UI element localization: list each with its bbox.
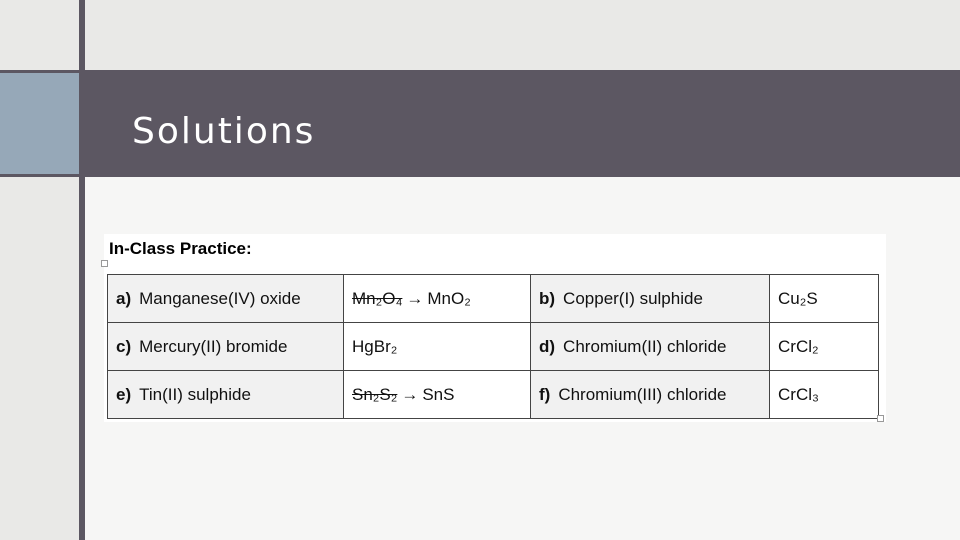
compound-name-cell bbox=[108, 323, 344, 371]
formula: MnO₂ bbox=[427, 288, 471, 308]
compound-name: Mercury(II) bromide bbox=[139, 336, 288, 356]
formula-cell bbox=[770, 323, 879, 371]
compound-name-cell bbox=[108, 371, 344, 419]
practice-table bbox=[107, 274, 879, 419]
title-bar-bottom-rule bbox=[0, 174, 80, 177]
formula-cell bbox=[770, 371, 879, 419]
slide-title: Solutions bbox=[132, 111, 316, 152]
compound-name-cell bbox=[108, 275, 344, 323]
formula: CrCl₃ bbox=[778, 384, 819, 404]
formula: Cu₂S bbox=[778, 288, 818, 308]
item-letter: a) bbox=[116, 288, 132, 308]
item-letter: b) bbox=[539, 288, 556, 308]
title-bar-top-rule bbox=[0, 70, 80, 73]
arrow-icon: → bbox=[406, 288, 424, 308]
table-row bbox=[108, 371, 879, 419]
compound-name-cell bbox=[531, 275, 770, 323]
table-row bbox=[108, 323, 879, 371]
item-letter: f) bbox=[539, 384, 551, 404]
practice-table-image[interactable] bbox=[104, 234, 886, 422]
compound-name: Tin(II) sulphide bbox=[139, 384, 251, 404]
formula: HgBr₂ bbox=[352, 336, 398, 356]
resize-handle-icon[interactable] bbox=[101, 260, 108, 267]
struck-formula: Mn₂O₄ bbox=[352, 288, 403, 308]
compound-name: Copper(I) sulphide bbox=[563, 288, 703, 308]
formula: SnS bbox=[422, 384, 455, 404]
formula-cell bbox=[344, 323, 531, 371]
formula-cell bbox=[344, 371, 531, 419]
compound-name-cell bbox=[531, 371, 770, 419]
formula-cell bbox=[770, 275, 879, 323]
resize-handle-icon[interactable] bbox=[877, 415, 884, 422]
item-letter: c) bbox=[116, 336, 132, 356]
item-letter: d) bbox=[539, 336, 556, 356]
item-letter: e) bbox=[116, 384, 132, 404]
compound-name: Chromium(III) chloride bbox=[558, 384, 727, 404]
compound-name-cell bbox=[531, 323, 770, 371]
arrow-icon: → bbox=[401, 384, 419, 404]
practice-heading: In-Class Practice: bbox=[109, 239, 252, 258]
accent-block bbox=[0, 73, 79, 174]
struck-formula: Sn₂S₂ bbox=[352, 384, 398, 404]
compound-name: Chromium(II) chloride bbox=[563, 336, 727, 356]
compound-name: Manganese(IV) oxide bbox=[139, 288, 301, 308]
formula-cell bbox=[344, 275, 531, 323]
table-row bbox=[108, 275, 879, 323]
formula: CrCl₂ bbox=[778, 336, 819, 356]
